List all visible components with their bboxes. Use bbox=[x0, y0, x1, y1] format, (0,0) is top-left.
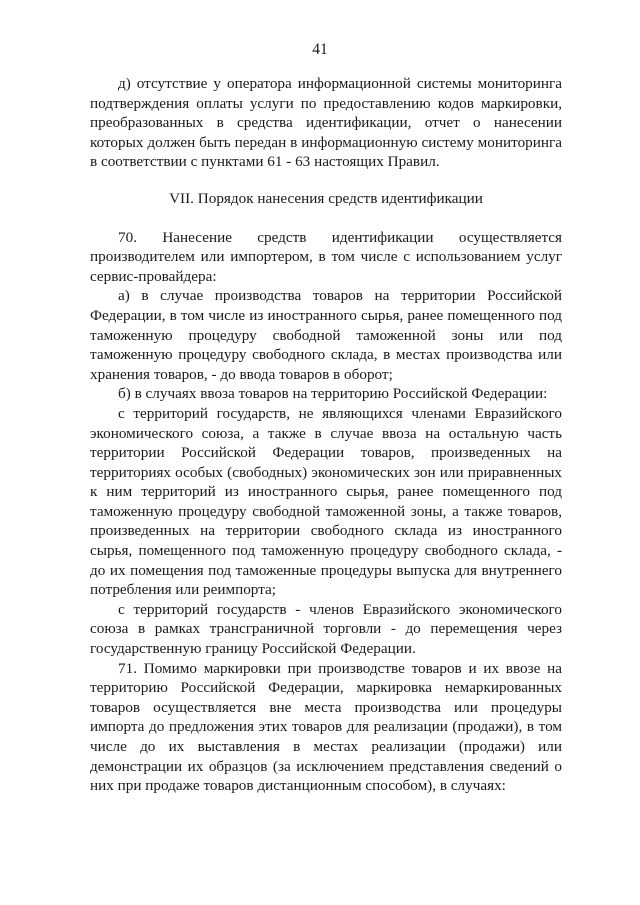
paragraph-d: д) отсутствие у оператора информационной системы мониторинга подтверждения оплаты услуги по предоставлению кодов маркировки, преобразованных в средства идентификации, отчет о нанесении которых должен быть передан в информационную систему мониторинга в соответствии с пунктами 61 - 63 настоящих Правил. bbox=[90, 75, 562, 171]
section-heading: VII. Порядок нанесения средств идентификации bbox=[169, 189, 483, 207]
paragraph-70-a: а) в случае производства товаров на территории Российской Федерации, в том числе из иностранного сырья, ранее помещенного под таможенную процедуру свободной таможенной зоны или под таможенную процедуру свободного склада, в местах производства или хранения товаров, - до ввода товаров в оборот; bbox=[90, 287, 562, 383]
paragraph-70-b-item-2: с территорий государств - членов Евразийского экономического союза в рамках трансграничной торговли - до перемещения через государственную границу Российской Федерации. bbox=[90, 600, 562, 658]
paragraph-70: 70. Нанесение средств идентификации осуществляется производителем или импортером, в том числе с использованием услуг сервис-провайдера: bbox=[90, 228, 562, 285]
document-body bbox=[90, 74, 562, 796]
page-number: 41 bbox=[312, 41, 328, 58]
paragraph-70-b: б) в случаях ввоза товаров на территорию Российской Федерации: bbox=[118, 385, 548, 403]
paragraph-70-b-item-1: с территорий государств, не являющихся членами Евразийского экономического союза, а также в случае ввоза на остальную часть территории Российской Федерации товаров, произведенных на территориях особых (свободных) экономических зон или приравненных к ним территорий из иностранного сырья, ранее помещенного под таможенную процедуру свободной таможенной зоны, а также товаров, произведенных на территории свободного склада из иностранного сырья, помещенного под таможенную процедуру свободного склада, - до их помещения под таможенные процедуры выпуска для внутреннего потребления или реимпорта; bbox=[90, 404, 562, 599]
paragraph-71: 71. Помимо маркировки при производстве товаров и их ввозе на территорию Российской Федерации, маркировка немаркированных товаров осуществляется вне места производства или процедуры импорта до предложения этих товаров для реализации (продажи), в том числе до их выставления в местах реализации (продажи) или демонстрации их образцов (за исключением представления сведений о них при продаже товаров дистанционным способом), в случаях: bbox=[90, 659, 562, 795]
